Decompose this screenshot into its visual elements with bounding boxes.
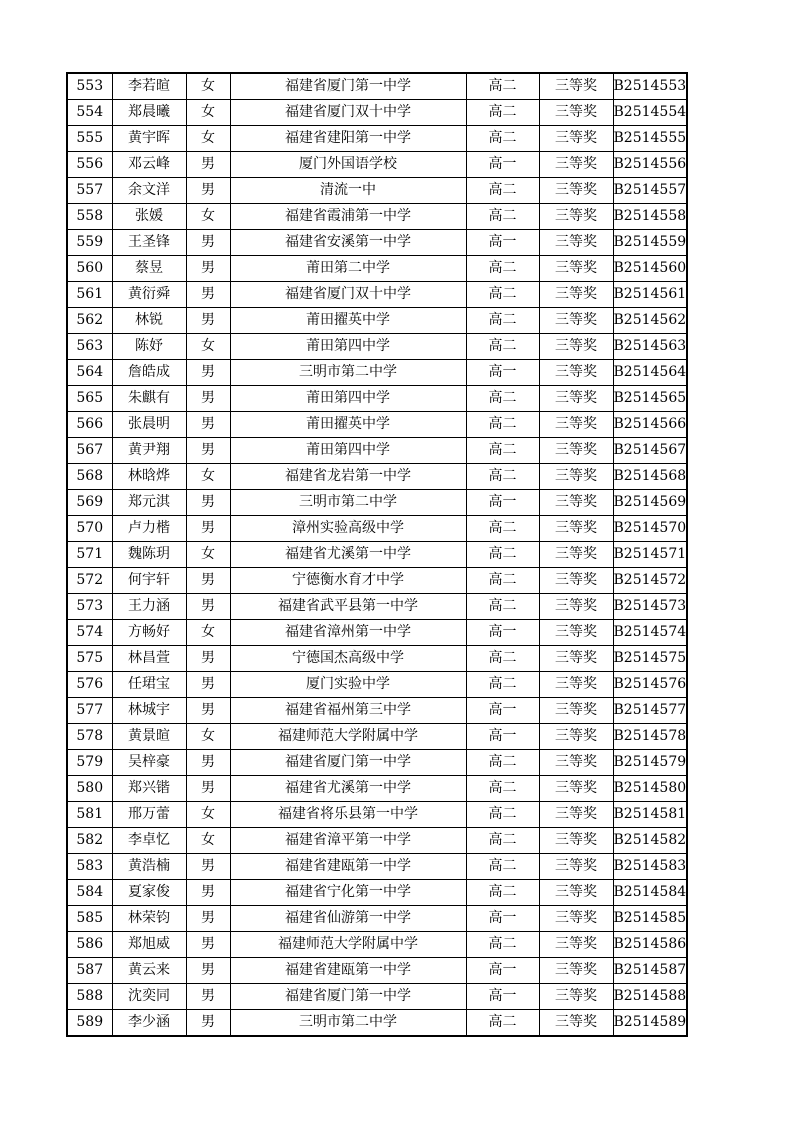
student-name-cell: 郑元淇 (112, 490, 186, 516)
certificate-number-cell: B2514557 (613, 178, 687, 204)
award-level-cell: 三等奖 (539, 542, 613, 568)
serial-number-cell: 582 (67, 828, 112, 854)
serial-number-cell: 572 (67, 568, 112, 594)
school-name-cell: 莆田第四中学 (230, 334, 466, 360)
gender-cell: 男 (186, 178, 230, 204)
serial-number-cell: 557 (67, 178, 112, 204)
gender-cell: 男 (186, 568, 230, 594)
serial-number-cell: 581 (67, 802, 112, 828)
serial-number-cell: 556 (67, 152, 112, 178)
student-name-cell: 李卓忆 (112, 828, 186, 854)
student-name-cell: 魏陈玥 (112, 542, 186, 568)
grade-cell: 高二 (466, 73, 539, 100)
gender-cell: 男 (186, 412, 230, 438)
table-row (67, 230, 687, 256)
serial-number-cell: 560 (67, 256, 112, 282)
school-name-cell: 福建师范大学附属中学 (230, 932, 466, 958)
school-name-cell: 莆田擢英中学 (230, 412, 466, 438)
serial-number-cell: 573 (67, 594, 112, 620)
grade-cell: 高一 (466, 152, 539, 178)
serial-number-cell: 588 (67, 984, 112, 1010)
grade-cell: 高二 (466, 412, 539, 438)
serial-number-cell: 578 (67, 724, 112, 750)
table-row (67, 308, 687, 334)
certificate-number-cell: B2514569 (613, 490, 687, 516)
certificate-number-cell: B2514571 (613, 542, 687, 568)
gender-cell: 女 (186, 73, 230, 100)
certificate-number-cell: B2514580 (613, 776, 687, 802)
student-name-cell: 夏家俊 (112, 880, 186, 906)
certificate-number-cell: B2514582 (613, 828, 687, 854)
table-row (67, 152, 687, 178)
school-name-cell: 福建省龙岩第一中学 (230, 464, 466, 490)
award-level-cell: 三等奖 (539, 282, 613, 308)
serial-number-cell: 574 (67, 620, 112, 646)
award-level-cell: 三等奖 (539, 620, 613, 646)
grade-cell: 高二 (466, 828, 539, 854)
award-level-cell: 三等奖 (539, 984, 613, 1010)
certificate-number-cell: B2514573 (613, 594, 687, 620)
table-row (67, 412, 687, 438)
award-level-cell: 三等奖 (539, 256, 613, 282)
school-name-cell: 三明市第二中学 (230, 360, 466, 386)
gender-cell: 男 (186, 932, 230, 958)
student-name-cell: 郑旭威 (112, 932, 186, 958)
award-level-cell: 三等奖 (539, 672, 613, 698)
student-name-cell: 吴梓豪 (112, 750, 186, 776)
certificate-number-cell: B2514576 (613, 672, 687, 698)
school-name-cell: 福建省建瓯第一中学 (230, 958, 466, 984)
school-name-cell: 福建省厦门双十中学 (230, 282, 466, 308)
school-name-cell: 厦门外国语学校 (230, 152, 466, 178)
student-name-cell: 余文洋 (112, 178, 186, 204)
table-row (67, 282, 687, 308)
school-name-cell: 福建省厦门双十中学 (230, 100, 466, 126)
award-level-cell: 三等奖 (539, 854, 613, 880)
serial-number-cell: 562 (67, 308, 112, 334)
grade-cell: 高二 (466, 516, 539, 542)
table-row (67, 646, 687, 672)
grade-cell: 高二 (466, 802, 539, 828)
school-name-cell: 福建省厦门第一中学 (230, 984, 466, 1010)
grade-cell: 高二 (466, 204, 539, 230)
table-row (67, 73, 687, 100)
school-name-cell: 福建省福州第三中学 (230, 698, 466, 724)
school-name-cell: 莆田第四中学 (230, 438, 466, 464)
serial-number-cell: 569 (67, 490, 112, 516)
school-name-cell: 宁德国杰高级中学 (230, 646, 466, 672)
table-row (67, 672, 687, 698)
certificate-number-cell: B2514558 (613, 204, 687, 230)
gender-cell: 男 (186, 1010, 230, 1037)
award-level-cell: 三等奖 (539, 334, 613, 360)
grade-cell: 高二 (466, 334, 539, 360)
certificate-number-cell: B2514562 (613, 308, 687, 334)
certificate-number-cell: B2514587 (613, 958, 687, 984)
serial-number-cell: 563 (67, 334, 112, 360)
certificate-number-cell: B2514586 (613, 932, 687, 958)
gender-cell: 女 (186, 204, 230, 230)
gender-cell: 女 (186, 724, 230, 750)
award-level-cell: 三等奖 (539, 906, 613, 932)
award-level-cell: 三等奖 (539, 594, 613, 620)
serial-number-cell: 570 (67, 516, 112, 542)
gender-cell: 女 (186, 828, 230, 854)
table-row (67, 516, 687, 542)
student-name-cell: 卢力楷 (112, 516, 186, 542)
table-row (67, 984, 687, 1010)
school-name-cell: 宁德衡水育才中学 (230, 568, 466, 594)
grade-cell: 高二 (466, 568, 539, 594)
student-name-cell: 张媛 (112, 204, 186, 230)
school-name-cell: 福建省厦门第一中学 (230, 750, 466, 776)
student-name-cell: 黄尹翔 (112, 438, 186, 464)
award-level-cell: 三等奖 (539, 568, 613, 594)
school-name-cell: 福建省尤溪第一中学 (230, 542, 466, 568)
gender-cell: 男 (186, 516, 230, 542)
table-row (67, 698, 687, 724)
award-level-cell: 三等奖 (539, 750, 613, 776)
student-name-cell: 沈奕同 (112, 984, 186, 1010)
grade-cell: 高二 (466, 256, 539, 282)
table-row (67, 620, 687, 646)
school-name-cell: 福建省将乐县第一中学 (230, 802, 466, 828)
student-name-cell: 黄衍舜 (112, 282, 186, 308)
gender-cell: 男 (186, 282, 230, 308)
school-name-cell: 福建省宁化第一中学 (230, 880, 466, 906)
table-row (67, 360, 687, 386)
gender-cell: 男 (186, 750, 230, 776)
gender-cell: 男 (186, 386, 230, 412)
serial-number-cell: 567 (67, 438, 112, 464)
school-name-cell: 福建省厦门第一中学 (230, 73, 466, 100)
school-name-cell: 厦门实验中学 (230, 672, 466, 698)
school-name-cell: 三明市第二中学 (230, 1010, 466, 1037)
student-name-cell: 蔡昱 (112, 256, 186, 282)
grade-cell: 高二 (466, 126, 539, 152)
certificate-number-cell: B2514560 (613, 256, 687, 282)
gender-cell: 男 (186, 958, 230, 984)
table-row (67, 386, 687, 412)
serial-number-cell: 571 (67, 542, 112, 568)
award-level-cell: 三等奖 (539, 464, 613, 490)
award-level-cell: 三等奖 (539, 230, 613, 256)
certificate-number-cell: B2514589 (613, 1010, 687, 1037)
student-name-cell: 黄宇晖 (112, 126, 186, 152)
student-name-cell: 李若暄 (112, 73, 186, 100)
award-level-cell: 三等奖 (539, 438, 613, 464)
school-name-cell: 福建省尤溪第一中学 (230, 776, 466, 802)
student-name-cell: 黄浩楠 (112, 854, 186, 880)
student-name-cell: 郑兴锴 (112, 776, 186, 802)
table-row (67, 828, 687, 854)
award-list-table (66, 72, 688, 1037)
grade-cell: 高一 (466, 360, 539, 386)
serial-number-cell: 568 (67, 464, 112, 490)
student-name-cell: 林昌萱 (112, 646, 186, 672)
table-row (67, 100, 687, 126)
gender-cell: 女 (186, 620, 230, 646)
gender-cell: 男 (186, 490, 230, 516)
table-row (67, 438, 687, 464)
gender-cell: 男 (186, 880, 230, 906)
school-name-cell: 福建省建瓯第一中学 (230, 854, 466, 880)
grade-cell: 高一 (466, 984, 539, 1010)
certificate-number-cell: B2514579 (613, 750, 687, 776)
grade-cell: 高二 (466, 594, 539, 620)
award-level-cell: 三等奖 (539, 204, 613, 230)
certificate-number-cell: B2514570 (613, 516, 687, 542)
gender-cell: 女 (186, 802, 230, 828)
serial-number-cell: 587 (67, 958, 112, 984)
serial-number-cell: 554 (67, 100, 112, 126)
table-row (67, 594, 687, 620)
award-level-cell: 三等奖 (539, 932, 613, 958)
student-name-cell: 朱麒有 (112, 386, 186, 412)
certificate-number-cell: B2514555 (613, 126, 687, 152)
school-name-cell: 福建省霞浦第一中学 (230, 204, 466, 230)
student-name-cell: 林荣钧 (112, 906, 186, 932)
award-level-cell: 三等奖 (539, 412, 613, 438)
school-name-cell: 福建省武平县第一中学 (230, 594, 466, 620)
student-name-cell: 邓云峰 (112, 152, 186, 178)
grade-cell: 高二 (466, 880, 539, 906)
grade-cell: 高一 (466, 490, 539, 516)
student-name-cell: 林锐 (112, 308, 186, 334)
award-level-cell: 三等奖 (539, 100, 613, 126)
gender-cell: 男 (186, 984, 230, 1010)
grade-cell: 高一 (466, 698, 539, 724)
award-level-cell: 三等奖 (539, 308, 613, 334)
table-row (67, 776, 687, 802)
table-row (67, 932, 687, 958)
table-row (67, 256, 687, 282)
gender-cell: 男 (186, 698, 230, 724)
school-name-cell: 福建省建阳第一中学 (230, 126, 466, 152)
certificate-number-cell: B2514581 (613, 802, 687, 828)
school-name-cell: 福建省仙游第一中学 (230, 906, 466, 932)
serial-number-cell: 566 (67, 412, 112, 438)
certificate-number-cell: B2514583 (613, 854, 687, 880)
grade-cell: 高一 (466, 230, 539, 256)
award-level-cell: 三等奖 (539, 386, 613, 412)
grade-cell: 高一 (466, 906, 539, 932)
award-level-cell: 三等奖 (539, 126, 613, 152)
student-name-cell: 邢万蕾 (112, 802, 186, 828)
grade-cell: 高二 (466, 282, 539, 308)
student-name-cell: 王圣锋 (112, 230, 186, 256)
certificate-number-cell: B2514566 (613, 412, 687, 438)
gender-cell: 男 (186, 906, 230, 932)
certificate-number-cell: B2514564 (613, 360, 687, 386)
certificate-number-cell: B2514584 (613, 880, 687, 906)
gender-cell: 男 (186, 152, 230, 178)
award-level-cell: 三等奖 (539, 73, 613, 100)
table-row (67, 126, 687, 152)
school-name-cell: 莆田第四中学 (230, 386, 466, 412)
student-name-cell: 詹皓成 (112, 360, 186, 386)
serial-number-cell: 553 (67, 73, 112, 100)
award-level-cell: 三等奖 (539, 178, 613, 204)
grade-cell: 高一 (466, 724, 539, 750)
award-level-cell: 三等奖 (539, 958, 613, 984)
serial-number-cell: 580 (67, 776, 112, 802)
gender-cell: 女 (186, 126, 230, 152)
award-level-cell: 三等奖 (539, 516, 613, 542)
grade-cell: 高二 (466, 386, 539, 412)
student-name-cell: 黄景暄 (112, 724, 186, 750)
certificate-number-cell: B2514588 (613, 984, 687, 1010)
award-level-cell: 三等奖 (539, 646, 613, 672)
award-list-body (67, 73, 687, 1036)
grade-cell: 高二 (466, 854, 539, 880)
table-row (67, 958, 687, 984)
gender-cell: 男 (186, 776, 230, 802)
award-level-cell: 三等奖 (539, 152, 613, 178)
award-level-cell: 三等奖 (539, 698, 613, 724)
table-row (67, 1010, 687, 1037)
table-row (67, 464, 687, 490)
student-name-cell: 何宇轩 (112, 568, 186, 594)
student-name-cell: 郑晨曦 (112, 100, 186, 126)
grade-cell: 高二 (466, 464, 539, 490)
grade-cell: 高二 (466, 308, 539, 334)
certificate-number-cell: B2514563 (613, 334, 687, 360)
serial-number-cell: 565 (67, 386, 112, 412)
table-row (67, 334, 687, 360)
certificate-number-cell: B2514553 (613, 73, 687, 100)
gender-cell: 男 (186, 360, 230, 386)
grade-cell: 高二 (466, 646, 539, 672)
student-name-cell: 王力涵 (112, 594, 186, 620)
grade-cell: 高一 (466, 620, 539, 646)
gender-cell: 男 (186, 672, 230, 698)
gender-cell: 女 (186, 464, 230, 490)
certificate-number-cell: B2514577 (613, 698, 687, 724)
certificate-number-cell: B2514574 (613, 620, 687, 646)
certificate-number-cell: B2514559 (613, 230, 687, 256)
table-row (67, 750, 687, 776)
award-level-cell: 三等奖 (539, 802, 613, 828)
student-name-cell: 方畅好 (112, 620, 186, 646)
certificate-number-cell: B2514561 (613, 282, 687, 308)
serial-number-cell: 564 (67, 360, 112, 386)
grade-cell: 高二 (466, 100, 539, 126)
serial-number-cell: 584 (67, 880, 112, 906)
award-level-cell: 三等奖 (539, 1010, 613, 1037)
serial-number-cell: 585 (67, 906, 112, 932)
table-row (67, 204, 687, 230)
table-row (67, 906, 687, 932)
certificate-number-cell: B2514556 (613, 152, 687, 178)
school-name-cell: 三明市第二中学 (230, 490, 466, 516)
certificate-number-cell: B2514565 (613, 386, 687, 412)
grade-cell: 高二 (466, 178, 539, 204)
award-level-cell: 三等奖 (539, 360, 613, 386)
serial-number-cell: 558 (67, 204, 112, 230)
certificate-number-cell: B2514585 (613, 906, 687, 932)
school-name-cell: 漳州实验高级中学 (230, 516, 466, 542)
school-name-cell: 福建省漳平第一中学 (230, 828, 466, 854)
gender-cell: 男 (186, 256, 230, 282)
student-name-cell: 林城宇 (112, 698, 186, 724)
grade-cell: 高二 (466, 438, 539, 464)
grade-cell: 高一 (466, 958, 539, 984)
award-level-cell: 三等奖 (539, 776, 613, 802)
serial-number-cell: 559 (67, 230, 112, 256)
student-name-cell: 陈妤 (112, 334, 186, 360)
grade-cell: 高二 (466, 932, 539, 958)
serial-number-cell: 561 (67, 282, 112, 308)
serial-number-cell: 555 (67, 126, 112, 152)
student-name-cell: 黄云来 (112, 958, 186, 984)
certificate-number-cell: B2514568 (613, 464, 687, 490)
serial-number-cell: 577 (67, 698, 112, 724)
grade-cell: 高二 (466, 1010, 539, 1037)
serial-number-cell: 576 (67, 672, 112, 698)
student-name-cell: 张晨明 (112, 412, 186, 438)
gender-cell: 男 (186, 438, 230, 464)
certificate-number-cell: B2514567 (613, 438, 687, 464)
gender-cell: 男 (186, 308, 230, 334)
table-row (67, 568, 687, 594)
serial-number-cell: 575 (67, 646, 112, 672)
grade-cell: 高二 (466, 672, 539, 698)
grade-cell: 高二 (466, 542, 539, 568)
grade-cell: 高二 (466, 750, 539, 776)
table-row (67, 802, 687, 828)
gender-cell: 女 (186, 542, 230, 568)
school-name-cell: 福建省安溪第一中学 (230, 230, 466, 256)
table-row (67, 854, 687, 880)
school-name-cell: 福建省漳州第一中学 (230, 620, 466, 646)
table-row (67, 542, 687, 568)
award-level-cell: 三等奖 (539, 724, 613, 750)
table-row (67, 178, 687, 204)
certificate-number-cell: B2514554 (613, 100, 687, 126)
award-level-cell: 三等奖 (539, 828, 613, 854)
serial-number-cell: 586 (67, 932, 112, 958)
table-row (67, 880, 687, 906)
table-row (67, 490, 687, 516)
certificate-number-cell: B2514572 (613, 568, 687, 594)
student-name-cell: 林晗烨 (112, 464, 186, 490)
gender-cell: 男 (186, 594, 230, 620)
gender-cell: 女 (186, 334, 230, 360)
gender-cell: 男 (186, 230, 230, 256)
school-name-cell: 福建师范大学附属中学 (230, 724, 466, 750)
school-name-cell: 莆田擢英中学 (230, 308, 466, 334)
award-level-cell: 三等奖 (539, 880, 613, 906)
certificate-number-cell: B2514578 (613, 724, 687, 750)
school-name-cell: 莆田第二中学 (230, 256, 466, 282)
student-name-cell: 任珺宝 (112, 672, 186, 698)
gender-cell: 女 (186, 100, 230, 126)
school-name-cell: 清流一中 (230, 178, 466, 204)
gender-cell: 男 (186, 646, 230, 672)
award-level-cell: 三等奖 (539, 490, 613, 516)
certificate-number-cell: B2514575 (613, 646, 687, 672)
serial-number-cell: 579 (67, 750, 112, 776)
serial-number-cell: 583 (67, 854, 112, 880)
grade-cell: 高二 (466, 776, 539, 802)
table-row (67, 724, 687, 750)
gender-cell: 男 (186, 854, 230, 880)
serial-number-cell: 589 (67, 1010, 112, 1037)
student-name-cell: 李少涵 (112, 1010, 186, 1037)
